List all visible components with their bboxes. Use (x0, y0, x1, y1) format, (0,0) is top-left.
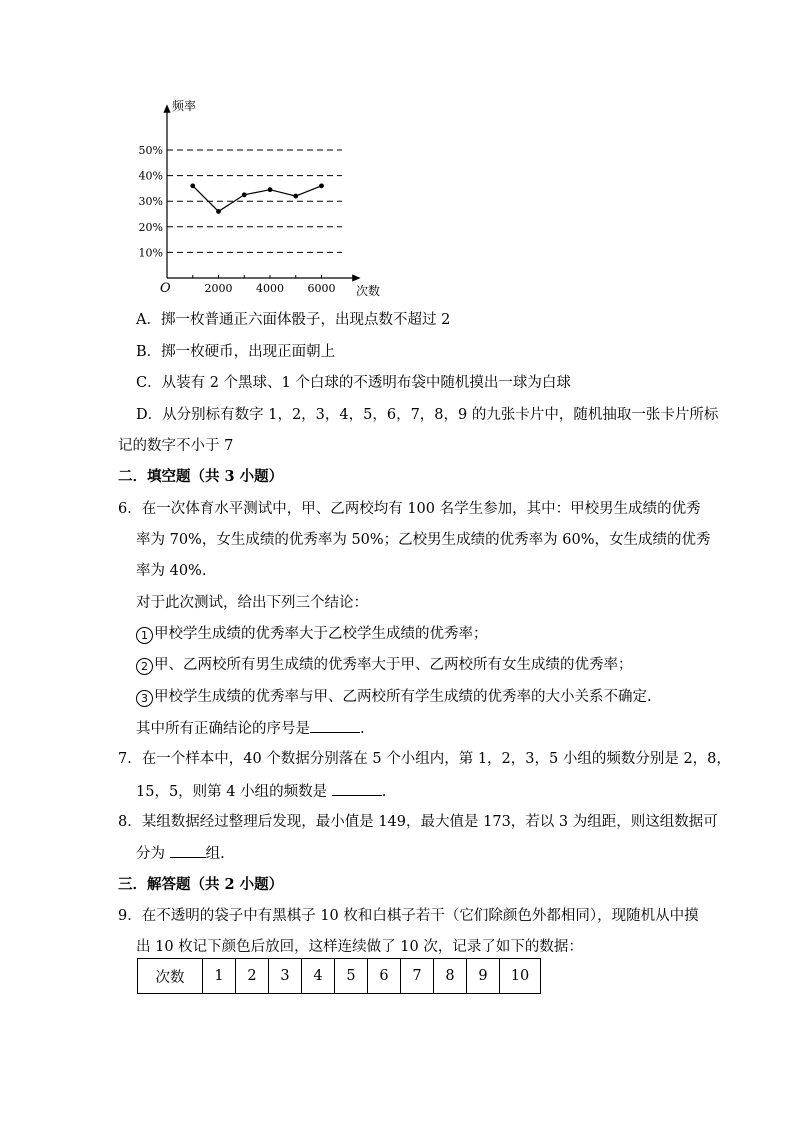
x-axis-label: 次数 (356, 284, 381, 298)
option-c: C．从装有 2 个黑球、1 个白球的不透明布袋中随机摸出一球为白球 (136, 375, 571, 391)
option-d: D．从分别标有数字 1，2，3，4，5，6，7，8，9 的九张卡片中，随机抽取一张卡片所标 (136, 407, 719, 423)
answer-blank[interactable] (170, 843, 206, 858)
table-cell: 10 (500, 959, 541, 994)
data-point (319, 183, 324, 188)
x-tick-label: 6000 (307, 282, 336, 295)
option-d-continued: 记的数字不小于 7 (118, 438, 234, 454)
data-point (190, 183, 195, 188)
option-b: B．掷一枚硬币，出现正面朝上 (136, 344, 336, 360)
data-point (216, 209, 221, 214)
y-tick-label: 10% (138, 246, 163, 260)
q6-line3: 率为 40%. (136, 563, 207, 579)
table-cell: 7 (401, 959, 434, 994)
data-table (137, 958, 541, 994)
q6-line1: 6．在一次体育水平测试中，甲、乙两校均有 100 名学生参加，其中：甲校男生成绩的优秀 (118, 501, 701, 517)
answer-blank[interactable] (310, 718, 360, 733)
q8-line2: 分为 组. (136, 843, 225, 864)
table-cell: 5 (335, 959, 368, 994)
circled-number-3: 3 (136, 690, 153, 707)
q6-answer: 其中所有正确结论的序号是 . (136, 718, 365, 739)
x-tick-label: 4000 (256, 282, 284, 295)
table-row (138, 959, 541, 994)
frequency-line-chart (132, 96, 392, 306)
series-line (193, 186, 322, 212)
table-cell: 4 (302, 959, 335, 994)
data-point (293, 194, 298, 199)
table-header-cell: 次数 (138, 959, 203, 994)
table-cell: 6 (368, 959, 401, 994)
q6-conclusion-1: 1 甲校学生成绩的优秀率大于乙校学生成绩的优秀率； (136, 624, 488, 644)
section-fill-in-title: 二．填空题（共 3 小题） (118, 468, 284, 485)
y-tick-label: 20% (138, 220, 163, 234)
table-cell: 8 (434, 959, 467, 994)
q6-line2: 率为 70%，女生成绩的优秀率为 50%；乙校男生成绩的优秀率为 60%，女生成绩的优秀 (136, 532, 711, 548)
option-a: A．掷一枚普通正六面体骰子，出现点数不超过 2 (136, 312, 451, 328)
q6-conclusion-3: 3 甲校学生成绩的优秀率与甲、乙两校所有学生成绩的优秀率的大小关系不确定. (136, 687, 652, 707)
q6-conclusion-2: 2 甲、乙两校所有男生成绩的优秀率大于甲、乙两校所有女生成绩的优秀率； (136, 655, 633, 675)
q9-line2: 出 10 枚记下颜色后放回，这样连续做了 10 次，记录了如下的数据： (136, 939, 583, 955)
x-tick-label: 2000 (204, 282, 233, 295)
q6-line4: 对于此次测试，给出下列三个结论： (136, 595, 368, 611)
q7-line1: 7．在一个样本中，40 个数据分别落在 5 个小组内，第 1，2，3，5 小组的频数分别是 2，8， (118, 751, 731, 767)
q9-line1: 9．在不透明的袋子中有黑棋子 10 枚和白棋子若干（它们除颜色外都相同），现随机从中摸 (118, 908, 699, 924)
table-cell: 3 (269, 959, 302, 994)
y-axis-label: 频率 (172, 99, 197, 113)
table-cell: 1 (203, 959, 236, 994)
origin-label: O (160, 281, 171, 296)
q8-line1: 8．某组数据经过整理后发现，最小值是 149，最大值是 173，若以 3 为组距，则这组数据可 (118, 814, 718, 830)
circled-number-1: 1 (136, 627, 153, 644)
data-point (242, 192, 247, 197)
circled-number-2: 2 (136, 658, 153, 675)
data-point (268, 187, 273, 192)
q7-line2: 15，5，则第 4 小组的频数是 . (136, 781, 386, 802)
y-tick-label: 30% (138, 195, 163, 209)
y-tick-label: 50% (138, 144, 163, 157)
table-cell: 2 (236, 959, 269, 994)
table-cell: 9 (467, 959, 500, 994)
section-answer-title: 三．解答题（共 2 小题） (118, 876, 284, 893)
y-tick-label: 40% (138, 169, 163, 183)
answer-blank[interactable] (332, 781, 382, 796)
